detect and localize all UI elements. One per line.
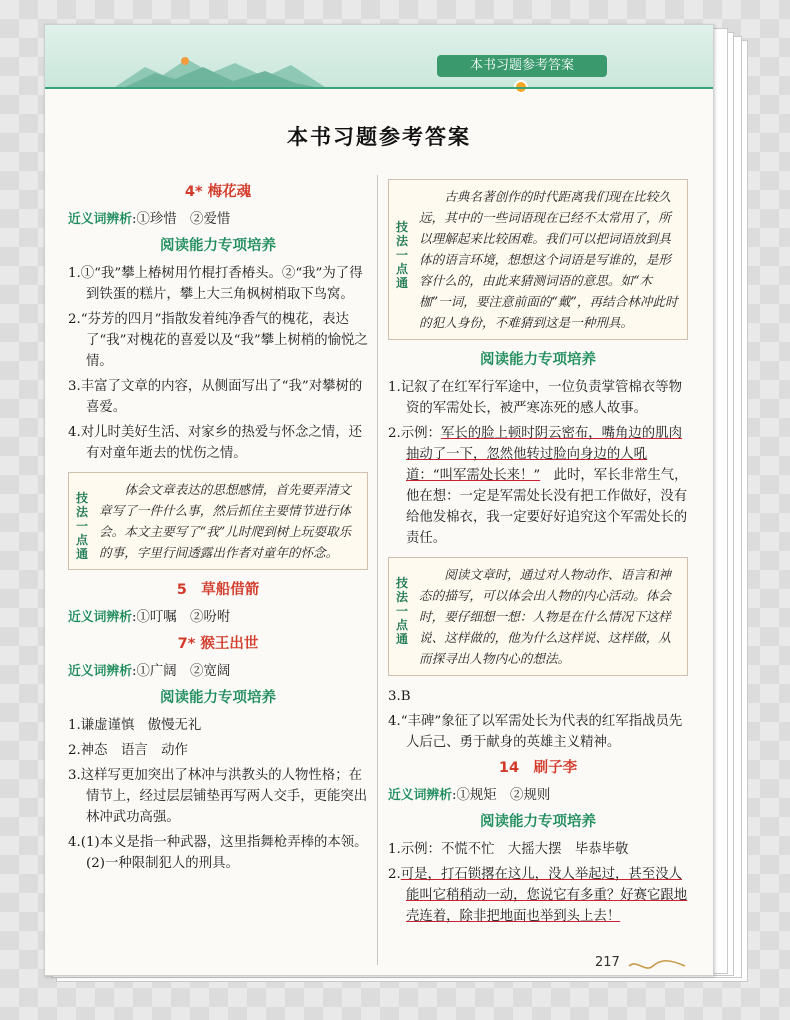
underlined-text: 可是，打石锁撂在这儿，没人举起过，甚至没人能叫它稍稍动一动，您说它有多重？好赛它跟地壳连着，除非把地面也举到头上去！ (400, 867, 688, 924)
answer-item: 3.这样写更加突出了林冲与洪教头的人物性格；在情节上，经过层层铺垫再写两人交手，更能突出林冲武功高强。 (68, 768, 368, 825)
answer-item: 2.可是，打石锁撂在这儿，没人举起过，甚至没人能叫它稍稍动一动，您说它有多重？好赛它跟地壳连着，除非把地面也举到头上去！ (388, 867, 688, 924)
answer-item: 1.示例：不慌不忙 大摇大摆 毕恭毕敬 (388, 842, 629, 857)
tip-text: 阅读文章时，通过对人物动作、语言和神态的描写，可以体会出人物的内心活动。体会时，要仔细想一想：人物是在什么情况下这样说、这样做的，他为什么这样说、这样做，从而探寻出人物内心的想法。 (419, 567, 671, 666)
synonym-label: 近义词辨析 (388, 788, 452, 803)
synonym-text: :①广阔 ②宽阔 (131, 664, 231, 679)
answer-item: 4.对儿时美好生活、对家乡的热爱与怀念之情，还有对童年逝去的忧伤之情。 (68, 425, 362, 461)
header-band (45, 25, 713, 87)
answer-item: 1.记叙了在红军行军途中，一位负责掌管棉衣等物资的军需处长，被严寒冻死的感人故事。 (388, 380, 682, 416)
answer-item: 4.“丰碑”象征了以军需处长为代表的红军指战员先人后己、勇于献身的英雄主义精神。 (388, 714, 683, 750)
lesson-title: 4* 梅花魂 (184, 184, 252, 200)
answer-item: 2.“芬芳的四月”指散发着纯净香气的槐花，表达了“我”对槐花的喜爱以及“我”攀上树梢的愉悦之情。 (68, 312, 368, 369)
answer-item: 3.B (388, 689, 411, 704)
mountains-icon (115, 53, 325, 87)
synonym-label: 近义词辨析 (68, 664, 132, 679)
answer-item: 2.神态 语言 动作 (68, 743, 188, 758)
tip-label: 技法一点通 (395, 220, 408, 290)
lesson-title: 14 刷子李 (498, 760, 578, 776)
answer-item: 3.丰富了文章的内容，从侧面写出了“我”对攀树的喜爱。 (68, 379, 363, 415)
answer-item: 4.(1)本义是指一种武器，这里指舞枪弄棒的本领。 (2)一种限制犯人的刑具。 (68, 835, 375, 871)
section-heading: 阅读能力专项培养 (480, 352, 596, 368)
right-column (388, 177, 688, 931)
tip-text: 体会文章表达的思想感情，首先要弄清文章写了一件什么事，然后抓住主要情节进行体会。本文主要写了“我”儿时爬到树上玩耍取乐的事，字里行间透露出作者对童年的怀念。 (99, 482, 352, 560)
tip-box (68, 472, 368, 570)
tip-label: 技法一点通 (395, 576, 408, 646)
synonym-line (68, 209, 368, 230)
synonym-text: :①叮嘱 ②吩咐 (131, 610, 231, 625)
swirl-ornament-icon (627, 959, 687, 973)
lesson-title: 5 草船借箭 (176, 582, 260, 598)
left-column (68, 177, 375, 878)
underlined-text: 军长的脸上顿时阴云密布，嘴角边的肌肉抽动了一下，忽然他转过脸向身边的人吼道：“叫军需处长来！” (406, 426, 682, 483)
header-tab: 本书习题参考答案 (437, 55, 607, 77)
synonym-line (68, 661, 368, 682)
synonym-label: 近义词辨析 (68, 610, 132, 625)
lesson-title: 7* 猴王出世 (177, 636, 259, 652)
tip-text: 古典名著创作的时代距离我们现在比较久远，其中的一些词语现在已经不太常用了，所以理解起来比较困难。我们可以把词语放到具体的语言环境，想想这个词语是写谁的，是形容什么的，由此来猜测词语的意思。如“木枷”一词，要注意前面的“戴”，再结合林冲此时的犯人身份，不难猜到这是一种刑具。 (419, 189, 678, 330)
synonym-line (68, 607, 368, 628)
section-heading: 阅读能力专项培养 (160, 690, 276, 706)
answer-item: 1.谦虚谨慎 傲慢无礼 (68, 718, 202, 733)
answer-item: 2.示例：军长的脸上顿时阴云密布，嘴角边的肌肉抽动了一下，忽然他转过脸向身边的人吼道：“叫军需处长来！” 此时，军长非常生气，他在想：一定是军需处长没有把工作做好，没有给他发棉衣，我一定要好好追究这个军需处长的责任。 (388, 426, 688, 546)
header-line (45, 87, 713, 89)
synonym-line (388, 785, 688, 806)
synonym-label: 近义词辨析 (68, 212, 132, 227)
tip-box (388, 557, 688, 676)
column-divider (377, 175, 378, 965)
section-heading: 阅读能力专项培养 (480, 814, 596, 830)
synonym-text: :①珍惜 ②爱惜 (131, 212, 231, 227)
page-number: 217 (595, 955, 620, 970)
book-page (44, 24, 714, 976)
tip-box (388, 179, 688, 340)
section-heading: 阅读能力专项培养 (160, 238, 276, 254)
page-title: 本书习题参考答案 (287, 125, 471, 149)
tip-label: 技法一点通 (75, 491, 88, 561)
answer-item: 1.①“我”攀上椿树用竹棍打香椿头。②“我”为了得到铁蛋的糕片，攀上大三角枫树梢取下鸟窝。 (68, 266, 363, 302)
synonym-text: :①规矩 ②规则 (451, 788, 551, 803)
